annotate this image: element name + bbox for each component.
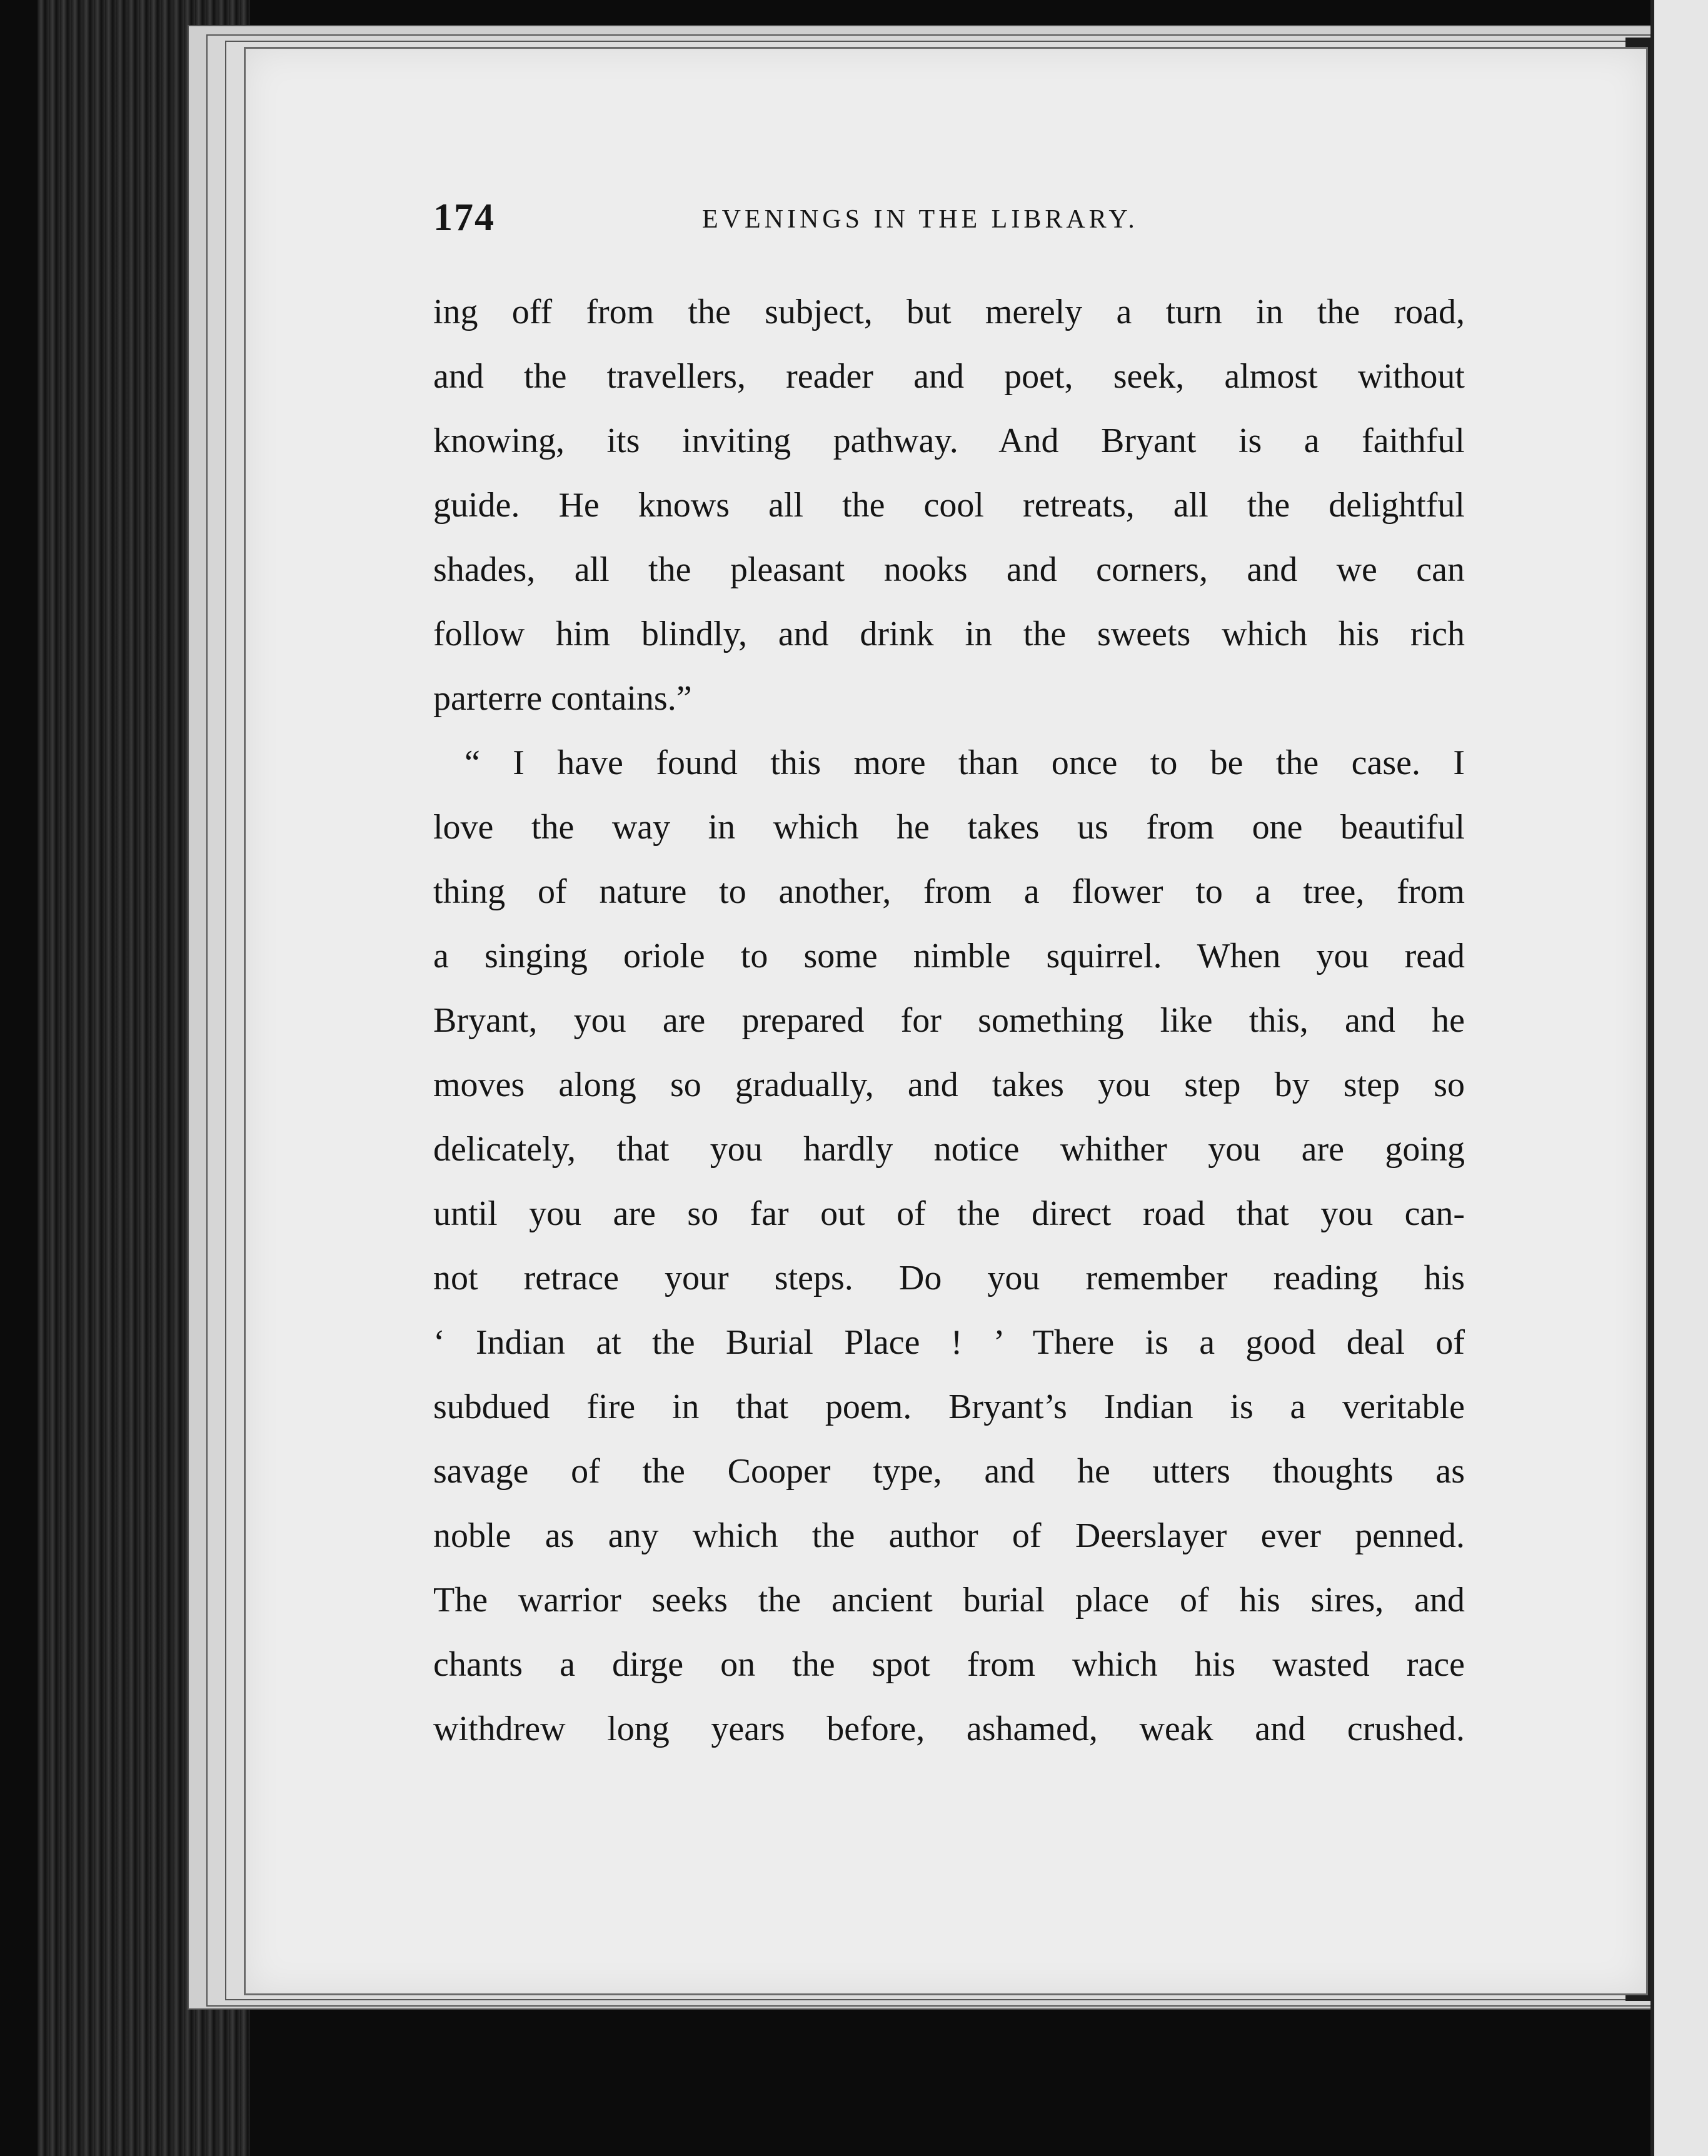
- text-line: parterre contains.”: [433, 679, 692, 718]
- text-line: and the travellers, reader and poet, seek, almost without: [433, 357, 1465, 396]
- book-page: [244, 47, 1648, 1995]
- page-header: [433, 196, 1577, 271]
- text-line: guide. He knows all the cool retreats, all the delightful: [433, 486, 1465, 525]
- text-line: ‘ Indian at the Burial Place ! ’ There is a good deal of: [433, 1323, 1465, 1362]
- text-line: love the way in which he takes us from one beautiful: [433, 808, 1465, 847]
- text-line: not retrace your steps. Do you remember reading his: [433, 1259, 1465, 1297]
- text-line: a singing oriole to some nimble squirrel. When you read: [433, 937, 1465, 975]
- text-line: thing of nature to another, from a flower to a tree, from: [433, 872, 1465, 911]
- text-line: ing off from the subject, but merely a turn in the road,: [433, 293, 1465, 331]
- text-line: until you are so far out of the direct road that you can-: [433, 1194, 1465, 1233]
- text-line: follow him blindly, and drink in the sweets which his rich: [433, 615, 1465, 653]
- running-head: EVENINGS IN THE LIBRARY.: [702, 205, 1138, 234]
- text-line: The warrior seeks the ancient burial place of his sires, and: [433, 1581, 1465, 1620]
- text-line: chants a dirge on the spot from which his wasted race: [433, 1645, 1465, 1684]
- text-line: noble as any which the author of Deerslayer ever penned.: [433, 1516, 1465, 1555]
- text-line: subdued fire in that poem. Bryant’s Indian is a veritable: [433, 1388, 1465, 1426]
- text-line: delicately, that you hardly notice whither you are going: [433, 1130, 1465, 1169]
- facing-page-edge: [1650, 0, 1708, 2156]
- text-line: moves along so gradually, and takes you step by step so: [433, 1065, 1465, 1104]
- text-line: withdrew long years before, ashamed, weak and crushed.: [433, 1710, 1465, 1748]
- text-line: shades, all the pleasant nooks and corners, and we can: [433, 550, 1465, 589]
- page-number: 174: [433, 196, 495, 239]
- text-line: knowing, its inviting pathway. And Bryant is a faithful: [433, 421, 1465, 460]
- text-line: “ I have found this more than once to be the case. I: [465, 743, 1465, 782]
- body-text: [433, 280, 1465, 1761]
- text-line: Bryant, you are prepared for something like this, and he: [433, 1001, 1465, 1040]
- text-line: savage of the Cooper type, and he utters thoughts as: [433, 1452, 1465, 1491]
